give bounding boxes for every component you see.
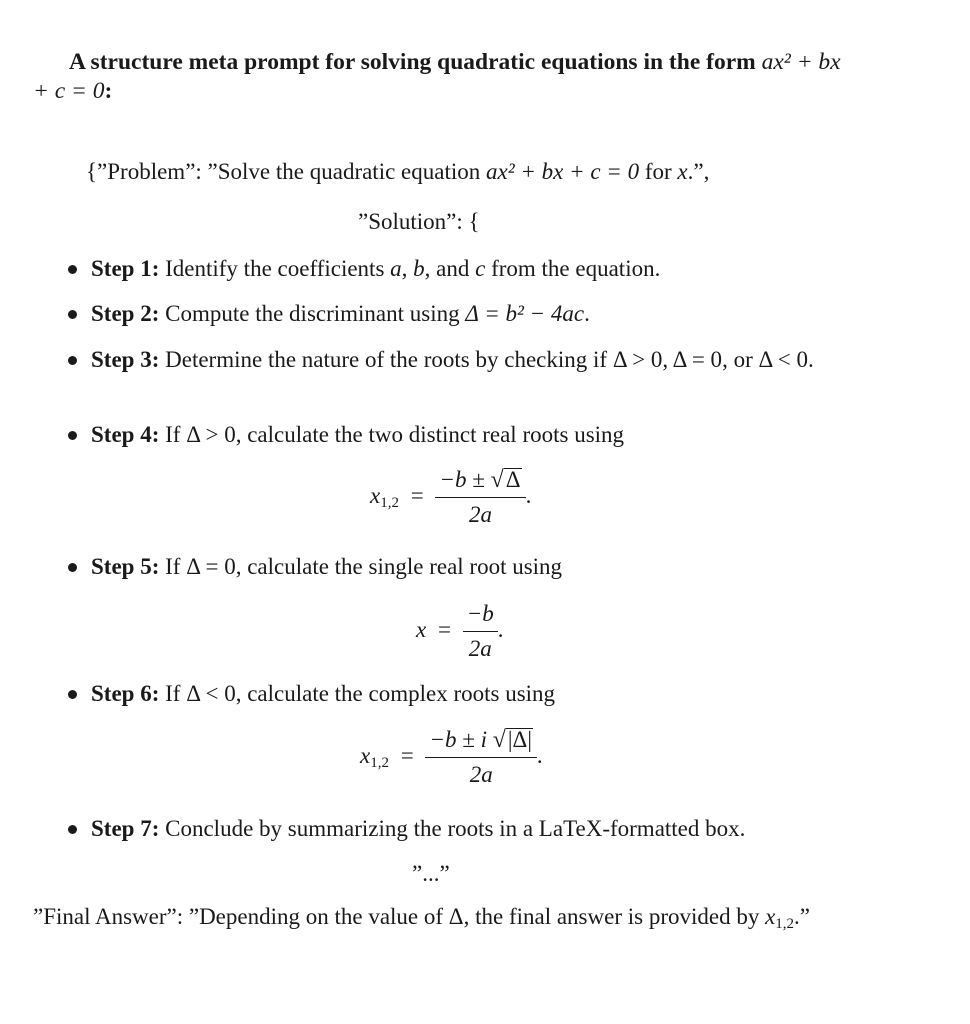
fraction-numerator xyxy=(435,466,525,497)
fraction-numerator: −b xyxy=(466,601,494,626)
final-answer-subscript: 1,2 xyxy=(775,916,795,932)
equals-sign: = xyxy=(437,616,451,642)
separator: , xyxy=(722,347,728,372)
step-text: Determine the nature of the roots by checking if xyxy=(165,347,608,372)
step-text: If xyxy=(165,422,181,447)
var-c: c xyxy=(475,256,486,281)
heading-text: A structure meta prompt for solving quadratic equations in the form xyxy=(69,49,756,75)
step-label: Step 5: xyxy=(91,554,160,579)
period: . xyxy=(525,482,532,508)
equals-sign: = xyxy=(400,742,414,768)
discriminant-formula: Δ = b² − 4ac xyxy=(465,301,585,326)
step-6 xyxy=(91,680,851,708)
step-label: Step 6: xyxy=(91,681,160,706)
final-answer-variable: x xyxy=(765,904,776,929)
final-answer-suffix: .” xyxy=(794,904,811,929)
step-text: Conclude by summarizing the roots in a LaTeX-formatted box. xyxy=(165,816,746,841)
step-3 xyxy=(91,346,836,374)
heading-equation: ax² + bx + c = 0 xyxy=(33,49,841,104)
fraction xyxy=(425,726,536,789)
problem-middle: for xyxy=(644,159,672,184)
step-text: . xyxy=(807,347,814,372)
numerator-prefix: −b ± xyxy=(439,467,485,492)
var-b: b xyxy=(413,256,425,281)
bullet-dot xyxy=(68,431,77,440)
condition: Δ > 0 xyxy=(186,422,236,447)
solution-open: ”Solution”: { xyxy=(358,209,480,234)
sqrt-icon: √ xyxy=(490,467,504,493)
condition: Δ = 0 xyxy=(672,347,723,372)
period: . xyxy=(536,742,543,768)
step-text: , calculate the single real root using xyxy=(235,554,563,579)
bullet-dot xyxy=(68,690,77,699)
step-label: Step 1: xyxy=(91,256,160,281)
bullet-dot xyxy=(68,825,77,834)
heading-colon: : xyxy=(104,78,113,104)
separator: , xyxy=(401,256,408,281)
problem-suffix: .”, xyxy=(687,159,710,184)
formula-single-root xyxy=(416,600,503,663)
bullet-dot xyxy=(68,265,77,274)
section-heading xyxy=(33,48,853,106)
bullet-dot xyxy=(68,310,77,319)
step-label: Step 4: xyxy=(91,422,160,447)
step-4 xyxy=(91,421,851,449)
formula-lhs: x xyxy=(416,616,427,642)
equals-sign: = xyxy=(410,482,424,508)
step-text: , calculate the two distinct real roots using xyxy=(235,422,625,447)
step-label: Step 2: xyxy=(91,301,160,326)
delta-symbol: Δ xyxy=(448,904,464,929)
step-label: Step 3: xyxy=(91,347,160,372)
step-label: Step 7: xyxy=(91,816,160,841)
final-answer-prefix: ”Final Answer”: ”Depending on the value of xyxy=(33,904,444,929)
condition: Δ > 0 xyxy=(612,347,663,372)
fraction xyxy=(463,600,498,663)
problem-line xyxy=(86,158,709,186)
formula-subscript: 1,2 xyxy=(370,754,389,771)
step-text: from the equation. xyxy=(491,256,661,281)
step-text: or xyxy=(733,347,753,372)
condition: Δ = 0 xyxy=(186,554,236,579)
fraction xyxy=(435,466,525,529)
sqrt-icon: √ xyxy=(492,727,506,753)
formula-lhs: x xyxy=(370,482,381,508)
step-text: Compute the discriminant using xyxy=(165,301,460,326)
problem-variable: x xyxy=(677,159,688,184)
fraction-denominator: 2a xyxy=(425,757,536,789)
radicand: |Δ| xyxy=(507,727,532,752)
condition: Δ < 0 xyxy=(186,681,236,706)
step-text: , calculate the complex roots using xyxy=(235,681,556,706)
step-text: . xyxy=(584,301,590,326)
final-answer xyxy=(33,903,810,931)
formula-complex-roots xyxy=(360,726,543,789)
step-7 xyxy=(91,815,851,843)
fraction-denominator: 2a xyxy=(435,497,525,529)
formula-lhs: x xyxy=(360,742,371,768)
step-text: If xyxy=(165,554,181,579)
problem-prefix: {”Problem”: ”Solve the quadratic equation xyxy=(86,159,481,184)
numerator-prefix: −b ± i xyxy=(429,727,487,752)
final-answer-middle: , the final answer is provided by xyxy=(463,904,760,929)
separator: , and xyxy=(424,256,470,281)
step-text: If xyxy=(165,681,181,706)
formula-subscript: 1,2 xyxy=(380,494,399,511)
fraction-numerator xyxy=(425,726,536,757)
ellipsis: ”...” xyxy=(412,861,450,886)
step-1 xyxy=(91,255,851,283)
bullet-dot xyxy=(68,563,77,572)
step-2 xyxy=(91,300,851,328)
radicand: Δ xyxy=(505,467,521,492)
problem-equation: ax² + bx + c = 0 xyxy=(486,159,640,184)
bullet-dot xyxy=(68,356,77,365)
fraction-denominator: 2a xyxy=(463,631,498,663)
step-text: Identify the coefficients xyxy=(165,256,385,281)
step-5 xyxy=(91,553,851,581)
var-a: a xyxy=(390,256,402,281)
condition: Δ < 0 xyxy=(758,347,808,372)
period: . xyxy=(497,616,504,642)
formula-real-roots xyxy=(370,466,531,529)
separator: , xyxy=(662,347,669,372)
